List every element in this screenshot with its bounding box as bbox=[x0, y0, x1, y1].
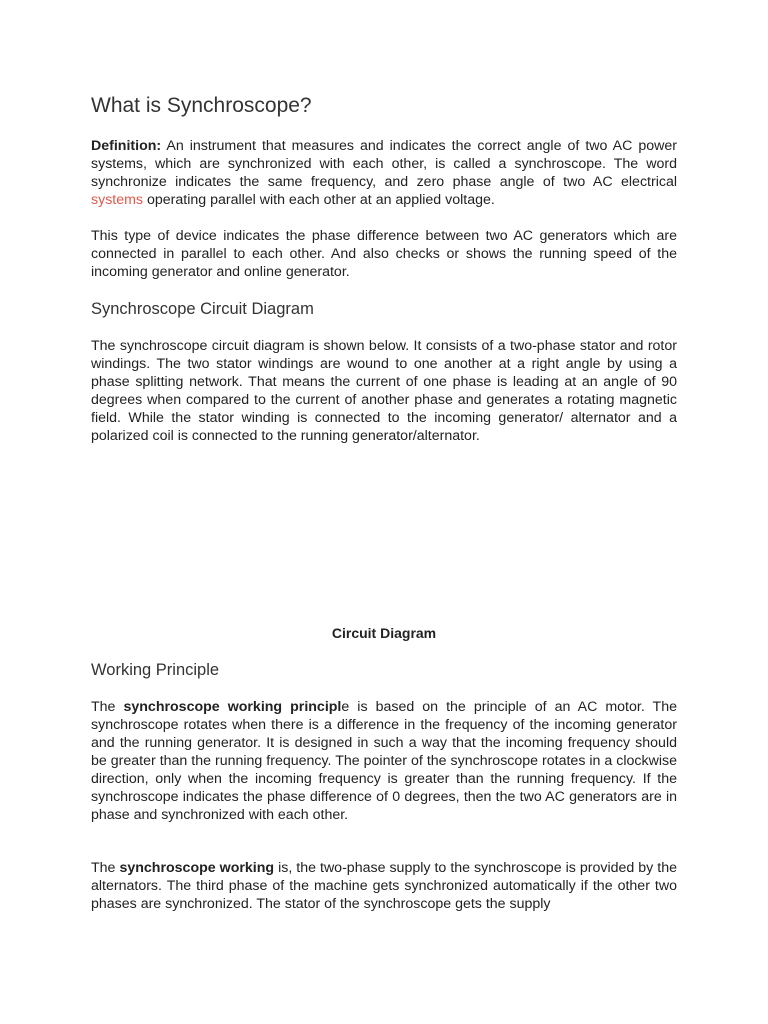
working-p2-start: The bbox=[91, 860, 120, 876]
page-title: What is Synchroscope? bbox=[91, 94, 312, 117]
systems-link[interactable]: systems bbox=[91, 192, 144, 208]
definition-paragraph bbox=[91, 137, 677, 209]
working-p2-rest: is, the two-phase supply to the synchroscope is provided by the alternators. The third phase of the machine gets synchronized automatically if the other two phases are synchronized. The stator of the synchroscope gets the supply bbox=[91, 860, 677, 912]
section-heading-circuit: Synchroscope Circuit Diagram bbox=[91, 300, 314, 318]
definition-text-1: An instrument that measures and indicates the correct angle of two AC power systems, which are synchronized with each other, is called a synchroscope. The word synchronize indicates the same frequency, and zero phase angle of two AC electrical bbox=[91, 138, 677, 190]
circuit-diagram-figure bbox=[91, 455, 677, 615]
intro-paragraph-2: This type of device indicates the phase difference between two AC generators which are connected in parallel to each other. And also checks or shows the running speed of the incoming generator and online generator. bbox=[91, 228, 677, 280]
section-heading-working: Working Principle bbox=[91, 661, 220, 679]
working-p1-start: The bbox=[91, 699, 124, 715]
definition-text-2: operating parallel with each other at an applied voltage. bbox=[143, 192, 495, 208]
working-p1-bold: synchroscope working principl bbox=[123, 699, 342, 715]
figure-caption: Circuit Diagram bbox=[331, 625, 437, 641]
circuit-paragraph: The synchroscope circuit diagram is shown below. It consists of a two-phase stator and rotor windings. The two stator windings are wound to one another at a right angle by using a phase splitting network. That means the current of one phase is leading at an angle of 90 degrees when compared to the current of another phase and generates a rotating magnetic field. While the stator winding is connected to the incoming generator/ alternator and a polarized coil is connected to the running generator/alternator. bbox=[91, 338, 677, 444]
working-p1-rest: e is based on the principle of an AC motor. The synchroscope rotates when there is a difference in the frequency of the incoming generator and the running generator. It is designed in such a way that the incoming frequency should be greater than the running frequency. The pointer of the synchroscope rotates in a clockwise direction, only when the incoming frequency is greater than the running frequency. If the synchroscope indicates the phase difference of 0 degrees, then the two AC generators are in phase and synchronized with each other. bbox=[91, 699, 678, 823]
definition-label: Definition: bbox=[91, 138, 162, 154]
working-paragraph-2 bbox=[91, 859, 677, 913]
working-paragraph-1 bbox=[91, 698, 677, 824]
working-p2-bold: synchroscope working bbox=[119, 860, 275, 876]
